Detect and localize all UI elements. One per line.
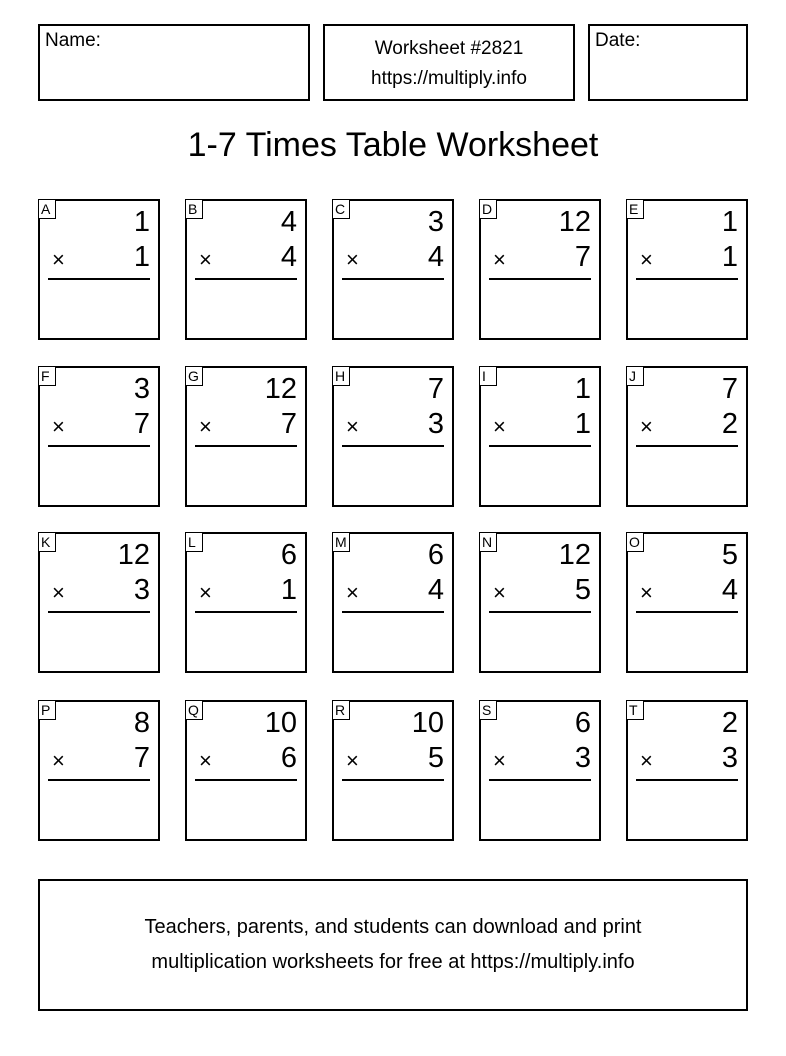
multiplier: 1 bbox=[574, 408, 591, 440]
multiplier: 5 bbox=[427, 742, 444, 774]
multiplier: 4 bbox=[721, 574, 738, 606]
times-sign: × bbox=[199, 748, 212, 773]
times-sign: × bbox=[640, 580, 653, 605]
problem-letter: S bbox=[479, 700, 497, 720]
problem-card[interactable] bbox=[626, 700, 748, 841]
multiplicand: 6 bbox=[280, 539, 297, 571]
multiplicand: 2 bbox=[721, 707, 738, 739]
problem-letter: C bbox=[332, 199, 350, 219]
footer-box bbox=[38, 879, 748, 1011]
answer-rule bbox=[195, 779, 297, 781]
times-sign: × bbox=[640, 748, 653, 773]
times-sign: × bbox=[52, 247, 65, 272]
problem-card[interactable] bbox=[332, 199, 454, 340]
problem-letter: J bbox=[626, 366, 644, 386]
problem-card[interactable] bbox=[479, 199, 601, 340]
answer-rule bbox=[636, 611, 738, 613]
page-title: 1-7 Times Table Worksheet bbox=[187, 126, 599, 164]
problem-card[interactable] bbox=[38, 532, 160, 673]
problem-card[interactable] bbox=[332, 366, 454, 507]
problem-card[interactable] bbox=[185, 199, 307, 340]
answer-rule bbox=[342, 779, 444, 781]
answer-rule bbox=[489, 779, 591, 781]
multiplier: 1 bbox=[133, 241, 150, 273]
multiplicand: 12 bbox=[264, 373, 297, 405]
footer-line-2: multiplication worksheets for free at https://multiply.info bbox=[151, 951, 635, 973]
multiplier: 3 bbox=[574, 742, 591, 774]
problem-letter: D bbox=[479, 199, 497, 219]
times-sign: × bbox=[52, 748, 65, 773]
times-sign: × bbox=[493, 748, 506, 773]
times-sign: × bbox=[199, 414, 212, 439]
answer-rule bbox=[48, 779, 150, 781]
multiplier: 3 bbox=[427, 408, 444, 440]
answer-rule bbox=[48, 611, 150, 613]
problem-card[interactable] bbox=[332, 532, 454, 673]
multiplier: 3 bbox=[721, 742, 738, 774]
times-sign: × bbox=[52, 414, 65, 439]
problem-card[interactable] bbox=[626, 366, 748, 507]
times-sign: × bbox=[346, 414, 359, 439]
problem-letter: T bbox=[626, 700, 644, 720]
name-box[interactable] bbox=[38, 24, 310, 101]
multiplier: 3 bbox=[133, 574, 150, 606]
times-sign: × bbox=[199, 580, 212, 605]
multiplicand: 7 bbox=[427, 373, 444, 405]
multiplicand: 8 bbox=[133, 707, 150, 739]
problem-letter: O bbox=[626, 532, 644, 552]
multiplicand: 10 bbox=[264, 707, 297, 739]
times-sign: × bbox=[346, 247, 359, 272]
multiplicand: 3 bbox=[133, 373, 150, 405]
multiplicand: 10 bbox=[411, 707, 444, 739]
answer-rule bbox=[636, 779, 738, 781]
problem-letter: B bbox=[185, 199, 203, 219]
answer-rule bbox=[48, 278, 150, 280]
problem-card[interactable] bbox=[332, 700, 454, 841]
times-sign: × bbox=[640, 247, 653, 272]
multiplicand: 6 bbox=[574, 707, 591, 739]
multiplier: 7 bbox=[133, 408, 150, 440]
problem-letter: R bbox=[332, 700, 350, 720]
problem-letter: I bbox=[479, 366, 497, 386]
answer-rule bbox=[489, 278, 591, 280]
multiplier: 4 bbox=[427, 241, 444, 273]
problem-letter: H bbox=[332, 366, 350, 386]
multiplicand: 1 bbox=[574, 373, 591, 405]
problem-letter: L bbox=[185, 532, 203, 552]
answer-rule bbox=[195, 445, 297, 447]
multiplier: 2 bbox=[721, 408, 738, 440]
worksheet-url: https://multiply.info bbox=[371, 68, 527, 89]
worksheet-info-box bbox=[323, 24, 575, 101]
times-sign: × bbox=[640, 414, 653, 439]
answer-rule bbox=[489, 611, 591, 613]
multiplicand: 12 bbox=[117, 539, 150, 571]
problem-card[interactable] bbox=[626, 532, 748, 673]
problem-card[interactable] bbox=[185, 700, 307, 841]
problem-card[interactable] bbox=[185, 366, 307, 507]
multiplier: 7 bbox=[133, 742, 150, 774]
answer-rule bbox=[195, 278, 297, 280]
times-sign: × bbox=[493, 247, 506, 272]
multiplier: 4 bbox=[280, 241, 297, 273]
multiplier: 5 bbox=[574, 574, 591, 606]
multiplier: 1 bbox=[721, 241, 738, 273]
date-label: Date: bbox=[595, 30, 641, 51]
multiplicand: 3 bbox=[427, 206, 444, 238]
problem-card[interactable] bbox=[38, 366, 160, 507]
problem-card[interactable] bbox=[38, 700, 160, 841]
problem-letter: M bbox=[332, 532, 350, 552]
multiplicand: 7 bbox=[721, 373, 738, 405]
multiplicand: 5 bbox=[721, 539, 738, 571]
multiplier: 4 bbox=[427, 574, 444, 606]
problem-letter: N bbox=[479, 532, 497, 552]
footer-line-1: Teachers, parents, and students can download and print bbox=[144, 916, 642, 938]
multiplicand: 1 bbox=[133, 206, 150, 238]
times-sign: × bbox=[493, 414, 506, 439]
times-sign: × bbox=[52, 580, 65, 605]
date-box[interactable] bbox=[588, 24, 748, 101]
answer-rule bbox=[489, 445, 591, 447]
problem-letter: A bbox=[38, 199, 56, 219]
times-sign: × bbox=[493, 580, 506, 605]
problem-card[interactable] bbox=[626, 199, 748, 340]
times-sign: × bbox=[346, 748, 359, 773]
times-sign: × bbox=[346, 580, 359, 605]
problem-letter: P bbox=[38, 700, 56, 720]
problem-card[interactable] bbox=[185, 532, 307, 673]
multiplier: 7 bbox=[280, 408, 297, 440]
problem-letter: F bbox=[38, 366, 56, 386]
answer-rule bbox=[195, 611, 297, 613]
problem-card[interactable] bbox=[479, 366, 601, 507]
answer-rule bbox=[636, 278, 738, 280]
answer-rule bbox=[342, 445, 444, 447]
problem-letter: E bbox=[626, 199, 644, 219]
multiplicand: 4 bbox=[280, 206, 297, 238]
problem-card[interactable] bbox=[479, 532, 601, 673]
times-sign: × bbox=[199, 247, 212, 272]
problem-letter: Q bbox=[185, 700, 203, 720]
problem-card[interactable] bbox=[479, 700, 601, 841]
multiplicand: 12 bbox=[558, 539, 591, 571]
answer-rule bbox=[342, 611, 444, 613]
multiplicand: 1 bbox=[721, 206, 738, 238]
problem-letter: K bbox=[38, 532, 56, 552]
problem-card[interactable] bbox=[38, 199, 160, 340]
answer-rule bbox=[342, 278, 444, 280]
problem-letter: G bbox=[185, 366, 203, 386]
worksheet-id: Worksheet #2821 bbox=[374, 38, 524, 59]
multiplicand: 12 bbox=[558, 206, 591, 238]
multiplier: 1 bbox=[280, 574, 297, 606]
name-label: Name: bbox=[45, 30, 101, 51]
answer-rule bbox=[636, 445, 738, 447]
multiplier: 6 bbox=[280, 742, 297, 774]
multiplicand: 6 bbox=[427, 539, 444, 571]
answer-rule bbox=[48, 445, 150, 447]
multiplier: 7 bbox=[574, 241, 591, 273]
